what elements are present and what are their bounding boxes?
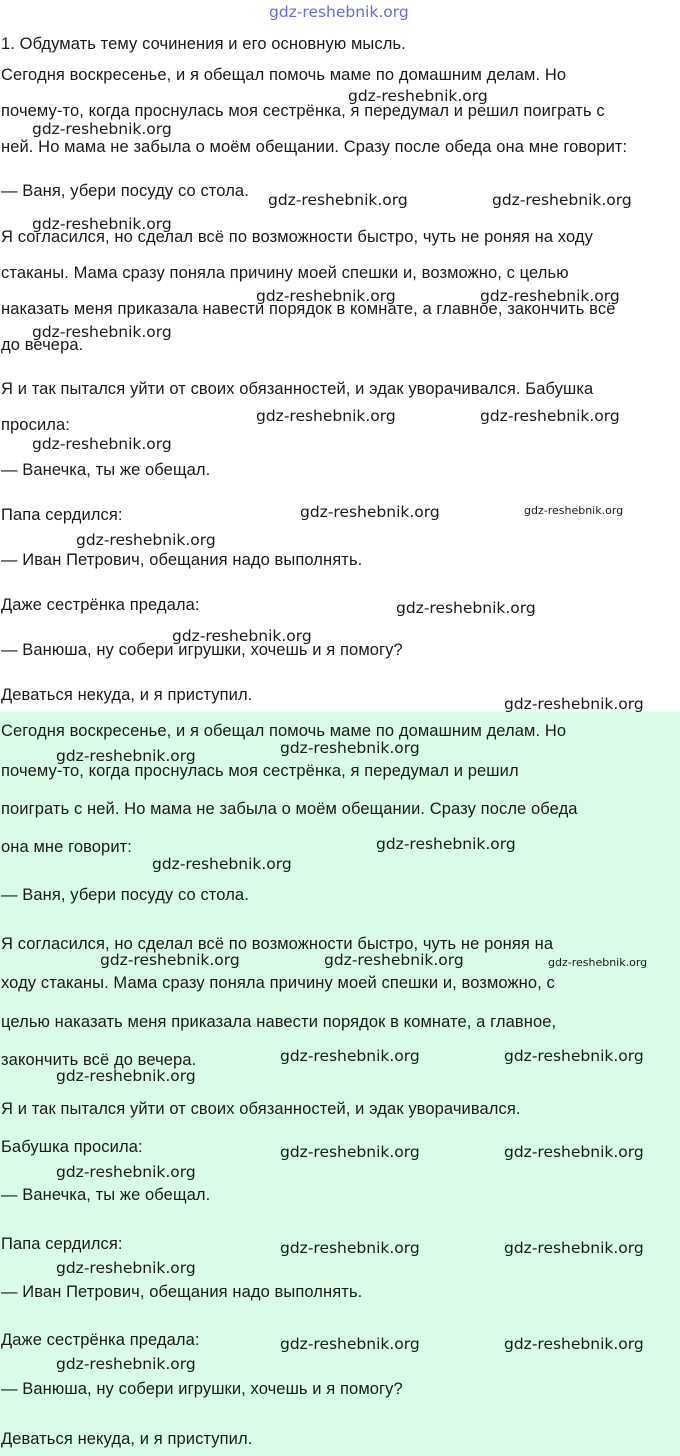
watermark: gdz-reshebnik.org xyxy=(524,504,624,517)
watermark: gdz-reshebnik.org xyxy=(256,287,396,305)
watermark: gdz-reshebnik.org xyxy=(32,435,172,453)
watermark: gdz-reshebnik.org xyxy=(56,747,196,765)
essay-line: почему-то, когда проснулась моя сестрёнка, я передумал и решил xyxy=(1,762,519,780)
watermark: gdz-reshebnik.org xyxy=(492,191,632,209)
watermark: gdz-reshebnik.org xyxy=(504,1047,644,1065)
watermark: gdz-reshebnik.org xyxy=(300,503,440,521)
watermark: gdz-reshebnik.org xyxy=(256,407,396,425)
essay-line: стаканы. Мама сразу поняла причину моей спешки и, возможно, с целью xyxy=(1,264,569,282)
watermark: gdz-reshebnik.org xyxy=(504,1143,644,1161)
essay-line: Сегодня воскресенье, и я обещал помочь маме по домашним делам. Но xyxy=(1,66,567,84)
watermark: gdz-reshebnik.org xyxy=(280,1239,420,1257)
watermark: gdz-reshebnik.org xyxy=(324,951,464,969)
dialogue-line: — Ванечка, ты же обещал. xyxy=(1,461,211,479)
watermark: gdz-reshebnik.org xyxy=(100,951,240,969)
watermark: gdz-reshebnik.org xyxy=(504,1335,644,1353)
watermark: gdz-reshebnik.org xyxy=(32,120,172,138)
watermark: gdz-reshebnik.org xyxy=(280,1047,420,1065)
watermark: gdz-reshebnik.org xyxy=(480,287,620,305)
essay-line: Даже сестрёнка предала: xyxy=(1,1331,200,1349)
watermark: gdz-reshebnik.org xyxy=(504,1239,644,1257)
dialogue-line: — Иван Петрович, обещания надо выполнять. xyxy=(1,1283,363,1301)
essay-line: просила: xyxy=(1,416,70,434)
watermark: gdz-reshebnik.org xyxy=(396,599,536,617)
dialogue-line: — Ванюша, ну собери игрушки, хочешь и я помогу? xyxy=(1,1380,403,1398)
watermark: gdz-reshebnik.org xyxy=(76,531,216,549)
dialogue-line: — Ваня, убери посуду со стола. xyxy=(1,182,249,200)
task-heading: 1. Обдумать тему сочинения и его основную мысль. xyxy=(1,35,406,53)
essay-line: Деваться некуда, и я приступил. xyxy=(1,1430,253,1448)
essay-line: Бабушка просила: xyxy=(1,1138,143,1156)
dialogue-line: — Ванюша, ну собери игрушки, хочешь и я помогу? xyxy=(1,641,403,659)
watermark: gdz-reshebnik.org xyxy=(56,1163,196,1181)
essay-line: она мне говорит: xyxy=(1,838,132,856)
watermark: gdz-reshebnik.org xyxy=(32,215,172,233)
header-watermark: gdz-reshebnik.org xyxy=(269,3,409,21)
watermark: gdz-reshebnik.org xyxy=(172,627,312,645)
watermark: gdz-reshebnik.org xyxy=(376,835,516,853)
watermark: gdz-reshebnik.org xyxy=(56,1067,196,1085)
watermark: gdz-reshebnik.org xyxy=(32,323,172,341)
watermark: gdz-reshebnik.org xyxy=(268,191,408,209)
essay-line: почему-то, когда проснулась моя сестрёнка, я передумал и решил поиграть с xyxy=(1,102,605,120)
watermark: gdz-reshebnik.org xyxy=(548,956,648,969)
essay-line: Я согласился, но сделал всё по возможности быстро, чуть не роняя на xyxy=(1,935,554,953)
dialogue-line: — Иван Петрович, обещания надо выполнять. xyxy=(1,551,363,569)
essay-line: Папа сердился: xyxy=(1,1235,123,1253)
watermark: gdz-reshebnik.org xyxy=(480,407,620,425)
essay-line: ходу стаканы. Мама сразу поняла причину моей спешки и, возможно, с xyxy=(1,974,555,992)
watermark: gdz-reshebnik.org xyxy=(348,87,488,105)
essay-line: Я и так пытался уйти от своих обязанностей, и эдак уворачивался. xyxy=(1,1100,521,1118)
essay-line: Даже сестрёнка предала: xyxy=(1,596,200,614)
essay-line: целью наказать меня приказала навести порядок в комнате, а главное, xyxy=(1,1013,557,1031)
essay-line: наказать меня приказала навести порядок в комнате, а главное, закончить всё xyxy=(1,300,616,318)
watermark: gdz-reshebnik.org xyxy=(280,1143,420,1161)
essay-line: до вечера. xyxy=(1,336,84,354)
essay-line: поиграть с ней. Но мама не забыла о моём обещании. Сразу после обеда xyxy=(1,800,578,818)
watermark: gdz-reshebnik.org xyxy=(504,695,644,713)
dialogue-line: — Ванечка, ты же обещал. xyxy=(1,1186,211,1204)
essay-line: Я согласился, но сделал всё по возможности быстро, чуть не роняя на ходу xyxy=(1,228,593,246)
dialogue-line: — Ваня, убери посуду со стола. xyxy=(1,886,249,904)
watermark: gdz-reshebnik.org xyxy=(152,855,292,873)
essay-line: Папа сердился: xyxy=(1,506,123,524)
essay-line: Я и так пытался уйти от своих обязанностей, и эдак уворачивался. Бабушка xyxy=(1,380,594,398)
watermark: gdz-reshebnik.org xyxy=(280,739,420,757)
essay-line: закончить всё до вечера. xyxy=(1,1051,197,1069)
essay-line: Деваться некуда, и я приступил. xyxy=(1,686,253,704)
watermark: gdz-reshebnik.org xyxy=(280,1335,420,1353)
essay-line: Сегодня воскресенье, и я обещал помочь маме по домашним делам. Но xyxy=(1,722,567,740)
essay-line: ней. Но мама не забыла о моём обещании. Сразу после обеда она мне говорит: xyxy=(1,138,628,156)
watermark: gdz-reshebnik.org xyxy=(56,1259,196,1277)
watermark: gdz-reshebnik.org xyxy=(56,1355,196,1373)
